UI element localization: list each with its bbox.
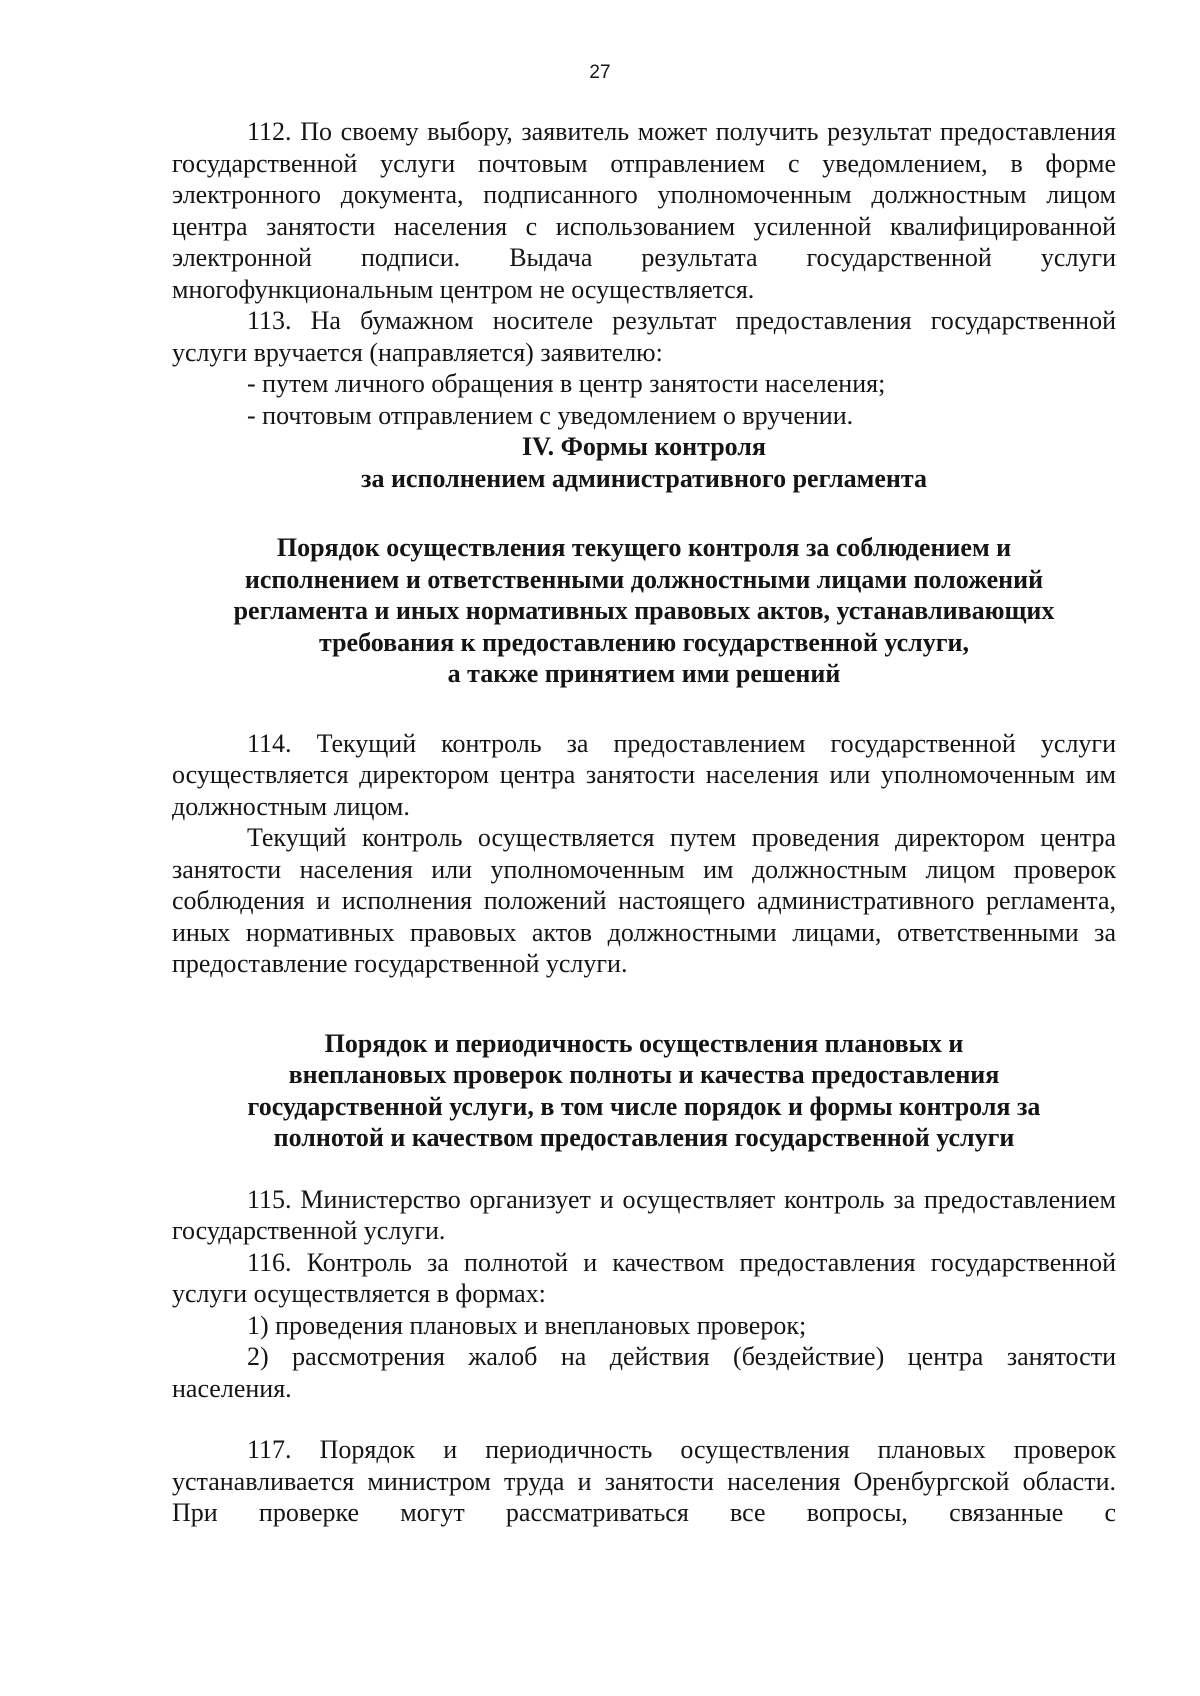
subheading-inspections: [172, 1028, 1116, 1154]
paragraph-117: 117. Порядок и периодичность осуществления плановых проверок устанавливается министром труда и занятости населения Оренбургской области. При проверке могут рассматриваться все вопросы, связанные с: [172, 1435, 1116, 1527]
paragraph-113: 113. На бумажном носителе результат предоставления государственной услуги вручается (направляется) заявителю:: [172, 306, 1116, 367]
subheading-line: а также принятием ими решений: [447, 659, 841, 688]
paragraph-115: 115. Министерство организует и осуществляет контроль за предоставлением государственной услуги.: [172, 1184, 1116, 1245]
subheading-current-control: [172, 532, 1116, 690]
document-body: [172, 116, 1116, 1529]
list-item: - путем личного обращения в центр занятости населения;: [247, 369, 886, 398]
subheading-line: регламента и иных нормативных правовых актов, устанавливающих: [233, 596, 1055, 625]
paragraph-114: 114. Текущий контроль за предоставлением государственной услуги осуществляется директором центра занятости населения или уполномоченным им должностным лицом.: [172, 728, 1116, 821]
spacer: [172, 1404, 1116, 1434]
paragraph-112: 112. По своему выбору, заявитель может получить результат предоставления государственной услуги почтовым отправлением с уведомлением, в форме электронного документа, подписанного уполномоченным должностным лицом центра занятости населения с использованием усиленной квалифицированной электронной подписи. Выдача результата государственной услуги многофункциональным центром не осуществляется.: [172, 117, 1116, 304]
section-heading-line: IV. Формы контроля: [522, 432, 766, 461]
list-item: 1) проведения плановых и внеплановых проверок;: [247, 1310, 807, 1340]
spacer: [172, 1154, 1116, 1184]
subheading-line: исполнением и ответственными должностными лицами положений: [244, 564, 1044, 594]
list-item: 2) рассмотрения жалоб на действия (бездействие) центра занятости населения.: [172, 1342, 1116, 1403]
subheading-line: государственной услуги, в том числе порядок и формы контроля за: [247, 1091, 1041, 1121]
paragraph-114-continued: Текущий контроль осуществляется путем проведения директором центра занятости населения или уполномоченным им должностным лицом проверок соблюдения и исполнения положений настоящего административного регламента, иных нормативных правовых актов должностными лицами, ответственными за предоставление государственной услуги.: [172, 823, 1116, 978]
subheading-line: внеплановых проверок полноты и качества предоставления: [288, 1060, 1000, 1089]
subheading-line: Порядок и периодичность осуществления плановых и: [324, 1028, 964, 1058]
spacer: [172, 494, 1116, 532]
spacer: [172, 980, 1116, 1028]
subheading-line: Порядок осуществления текущего контроля за соблюдением и: [276, 533, 1012, 562]
list-item: - почтовым отправлением с уведомлением о вручении.: [247, 400, 854, 430]
subheading-line: требования к предоставлению государственной услуги,: [319, 627, 969, 657]
paragraph-116: 116. Контроль за полнотой и качеством предоставления государственной услуги осуществляется в формах:: [172, 1247, 1116, 1308]
page-number: 27: [589, 62, 611, 83]
spacer: [172, 690, 1116, 728]
section-heading-line: за исполнением административного регламента: [361, 463, 927, 493]
subheading-line: полнотой и качеством предоставления государственной услуги: [273, 1123, 1015, 1152]
